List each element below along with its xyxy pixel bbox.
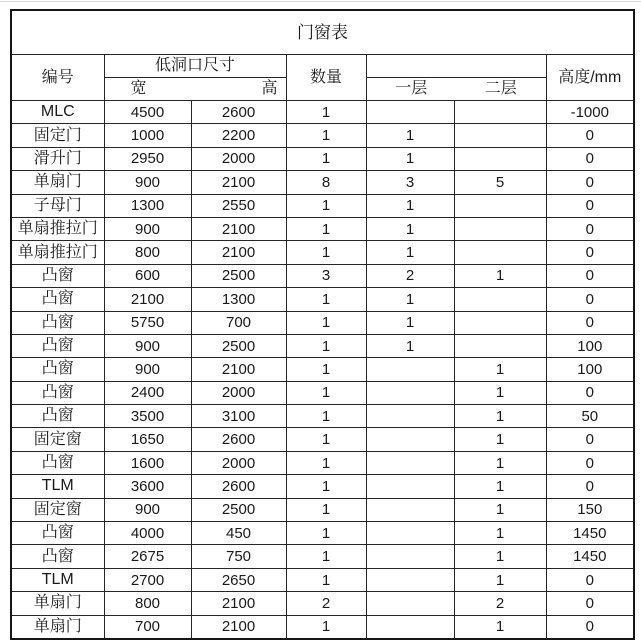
door-window-table: [10, 9, 635, 640]
cell-elevation: 0: [546, 147, 634, 170]
cell-floor2: 1: [454, 451, 546, 474]
cell-quantity: 1: [286, 101, 366, 124]
cell-floor1: [366, 358, 454, 381]
cell-elevation: 0: [546, 124, 634, 147]
cell-elevation: 0: [546, 381, 634, 404]
cell-id: 固定门: [11, 124, 104, 147]
cell-width: 2400: [104, 381, 191, 404]
cell-width: 1300: [104, 194, 191, 217]
header-height: 高: [261, 80, 278, 97]
cell-height: 2500: [191, 498, 286, 521]
cell-floor2: [454, 334, 546, 357]
header-floor1: 一层: [395, 80, 428, 97]
cell-floor2: [454, 124, 546, 147]
cell-width: 900: [104, 358, 191, 381]
cell-quantity: 1: [286, 498, 366, 521]
cell-id: 单扇门: [11, 171, 104, 194]
cell-elevation: 0: [546, 217, 634, 240]
header-floor2: 二层: [484, 80, 517, 97]
table-row: [11, 171, 634, 194]
cell-id: 滑升门: [11, 147, 104, 170]
cell-quantity: 1: [286, 311, 366, 334]
cell-quantity: 3: [286, 264, 366, 287]
cell-floor1: [366, 568, 454, 591]
cell-elevation: 0: [546, 264, 634, 287]
cell-height: 2500: [191, 264, 286, 287]
cell-height: 450: [191, 522, 286, 545]
cell-quantity: 1: [286, 334, 366, 357]
header-width: 宽: [130, 80, 147, 97]
table-row: [11, 428, 634, 451]
cell-height: 2100: [191, 171, 286, 194]
table-row: [11, 475, 634, 498]
cell-width: 4000: [104, 522, 191, 545]
cell-width: 2700: [104, 568, 191, 591]
cell-floor1: [366, 545, 454, 568]
cell-floor2: 2: [454, 592, 546, 615]
cell-width: 900: [104, 217, 191, 240]
cell-id: 子母门: [11, 194, 104, 217]
cell-floor1: 1: [366, 194, 454, 217]
cell-floor1: [366, 451, 454, 474]
cell-quantity: 1: [286, 288, 366, 311]
cell-floor2: 1: [454, 381, 546, 404]
cell-elevation: 0: [546, 615, 634, 639]
cell-floor1: 1: [366, 147, 454, 170]
cell-quantity: 1: [286, 217, 366, 240]
cell-id: 单扇推拉门: [11, 217, 104, 240]
cell-elevation: 1450: [546, 545, 634, 568]
cell-floor2: [454, 311, 546, 334]
cell-height: 2550: [191, 194, 286, 217]
table-row: [11, 288, 634, 311]
cell-quantity: 1: [286, 568, 366, 591]
cell-floor1: 1: [366, 288, 454, 311]
cell-elevation: -1000: [546, 101, 634, 124]
cell-elevation: 0: [546, 311, 634, 334]
cell-height: 2100: [191, 217, 286, 240]
cell-width: 2950: [104, 147, 191, 170]
cell-elevation: 0: [546, 568, 634, 591]
header-quantity: 数量: [286, 55, 366, 101]
cell-floor1: [366, 592, 454, 615]
cell-id: 凸窗: [11, 405, 104, 428]
header-id: 编号: [11, 55, 104, 101]
cell-width: 2100: [104, 288, 191, 311]
cell-id: 凸窗: [11, 451, 104, 474]
cell-id: TLM: [11, 475, 104, 498]
cell-width: 4500: [104, 101, 191, 124]
cell-width: 1650: [104, 428, 191, 451]
cell-width: 600: [104, 264, 191, 287]
table-row: [11, 311, 634, 334]
header-opening-size-group: 低洞口尺寸: [104, 55, 286, 78]
table-row: [11, 194, 634, 217]
cell-floor1: 3: [366, 171, 454, 194]
table-title: 门窗表: [11, 10, 634, 55]
table-row: [11, 217, 634, 240]
cell-height: 3100: [191, 405, 286, 428]
cell-id: MLC: [11, 101, 104, 124]
cell-height: 2100: [191, 615, 286, 639]
table-row: [11, 592, 634, 615]
cell-floor1: 1: [366, 217, 454, 240]
cell-quantity: 1: [286, 241, 366, 264]
table-row: [11, 545, 634, 568]
cell-floor1: [366, 381, 454, 404]
cell-floor2: [454, 194, 546, 217]
cell-elevation: 0: [546, 428, 634, 451]
cell-elevation: 0: [546, 451, 634, 474]
table-body: [11, 101, 634, 639]
cell-quantity: 1: [286, 194, 366, 217]
cell-quantity: 1: [286, 428, 366, 451]
cell-height: 2600: [191, 101, 286, 124]
header-elevation: 高度/mm: [546, 55, 634, 101]
cell-elevation: 0: [546, 288, 634, 311]
cell-elevation: 0: [546, 475, 634, 498]
cell-floor2: [454, 241, 546, 264]
cell-height: 750: [191, 545, 286, 568]
cell-floor2: [454, 147, 546, 170]
table-row: [11, 498, 634, 521]
cell-elevation: 0: [546, 171, 634, 194]
cell-elevation: 0: [546, 194, 634, 217]
table-row: [11, 264, 634, 287]
cell-quantity: 1: [286, 381, 366, 404]
cell-id: 凸窗: [11, 358, 104, 381]
cell-quantity: 1: [286, 475, 366, 498]
cell-height: 2100: [191, 592, 286, 615]
cell-floor1: 1: [366, 124, 454, 147]
cell-floor1: 1: [366, 311, 454, 334]
cell-id: 凸窗: [11, 522, 104, 545]
cell-id: 单扇门: [11, 615, 104, 639]
cell-id: 凸窗: [11, 545, 104, 568]
cell-id: 固定窗: [11, 428, 104, 451]
cell-height: 2600: [191, 475, 286, 498]
cell-width: 800: [104, 241, 191, 264]
table-header: [11, 10, 634, 101]
cell-id: 凸窗: [11, 288, 104, 311]
cell-floor1: [366, 405, 454, 428]
cell-height: 2200: [191, 124, 286, 147]
cell-elevation: 50: [546, 405, 634, 428]
cell-width: 3500: [104, 405, 191, 428]
cell-floor2: 1: [454, 475, 546, 498]
cell-floor2: [454, 217, 546, 240]
cell-id: 凸窗: [11, 334, 104, 357]
table-row: [11, 381, 634, 404]
table-row: [11, 522, 634, 545]
cell-height: 2100: [191, 358, 286, 381]
cell-elevation: 100: [546, 334, 634, 357]
table-row: [11, 568, 634, 591]
cell-width: 900: [104, 171, 191, 194]
cell-quantity: 1: [286, 124, 366, 147]
cell-floor1: 2: [366, 264, 454, 287]
cell-quantity: 1: [286, 615, 366, 639]
cell-floor2: [454, 288, 546, 311]
cell-height: 1300: [191, 288, 286, 311]
table-row: [11, 101, 634, 124]
cell-elevation: 100: [546, 358, 634, 381]
cell-id: 单扇推拉门: [11, 241, 104, 264]
table-row: [11, 451, 634, 474]
cell-elevation: 150: [546, 498, 634, 521]
cell-height: 2000: [191, 381, 286, 404]
cell-floor2: 1: [454, 498, 546, 521]
cell-height: 2500: [191, 334, 286, 357]
cell-elevation: 1450: [546, 522, 634, 545]
cell-floor2: 1: [454, 358, 546, 381]
cell-height: 2650: [191, 568, 286, 591]
header-width-height: [104, 78, 286, 101]
table-row: [11, 405, 634, 428]
cell-width: 1600: [104, 451, 191, 474]
cell-floor2: 1: [454, 428, 546, 451]
cell-width: 800: [104, 592, 191, 615]
cell-width: 700: [104, 615, 191, 639]
cell-width: 2675: [104, 545, 191, 568]
cell-quantity: 8: [286, 171, 366, 194]
cell-height: 2100: [191, 241, 286, 264]
cell-width: 5750: [104, 311, 191, 334]
table-row: [11, 147, 634, 170]
cell-floor2: 1: [454, 522, 546, 545]
cell-id: 凸窗: [11, 264, 104, 287]
cell-quantity: 2: [286, 592, 366, 615]
cell-quantity: 1: [286, 451, 366, 474]
cell-quantity: 1: [286, 405, 366, 428]
cell-quantity: 1: [286, 545, 366, 568]
cell-floor1: [366, 498, 454, 521]
table-row: [11, 241, 634, 264]
cell-floor2: 1: [454, 545, 546, 568]
cell-quantity: 1: [286, 522, 366, 545]
cell-floor1: [366, 475, 454, 498]
cell-floor2: 1: [454, 568, 546, 591]
cell-width: 900: [104, 334, 191, 357]
header-floor1-floor2: [366, 78, 546, 101]
table-row: [11, 615, 634, 639]
cell-height: 2000: [191, 147, 286, 170]
cell-floor2: 1: [454, 405, 546, 428]
cell-height: 2000: [191, 451, 286, 474]
cell-floor2: [454, 101, 546, 124]
cell-floor1: 1: [366, 241, 454, 264]
cell-height: 2600: [191, 428, 286, 451]
cell-height: 700: [191, 311, 286, 334]
table-row: [11, 124, 634, 147]
cell-floor1: [366, 428, 454, 451]
cell-id: 凸窗: [11, 311, 104, 334]
header-floors-group: [366, 55, 546, 78]
cell-width: 1000: [104, 124, 191, 147]
cell-floor1: [366, 522, 454, 545]
cell-floor2: 1: [454, 615, 546, 639]
cell-quantity: 1: [286, 147, 366, 170]
cell-elevation: 0: [546, 241, 634, 264]
cell-floor2: 1: [454, 264, 546, 287]
cell-floor1: [366, 615, 454, 639]
cell-width: 900: [104, 498, 191, 521]
cell-id: 单扇门: [11, 592, 104, 615]
cell-floor1: 1: [366, 334, 454, 357]
cell-elevation: 0: [546, 592, 634, 615]
table-row: [11, 358, 634, 381]
table-row: [11, 334, 634, 357]
cell-id: 固定窗: [11, 498, 104, 521]
cell-id: TLM: [11, 568, 104, 591]
cell-width: 3600: [104, 475, 191, 498]
top-gridline: [0, 1, 641, 2]
cell-floor1: [366, 101, 454, 124]
cell-quantity: 1: [286, 358, 366, 381]
cell-id: 凸窗: [11, 381, 104, 404]
cell-floor2: 5: [454, 171, 546, 194]
